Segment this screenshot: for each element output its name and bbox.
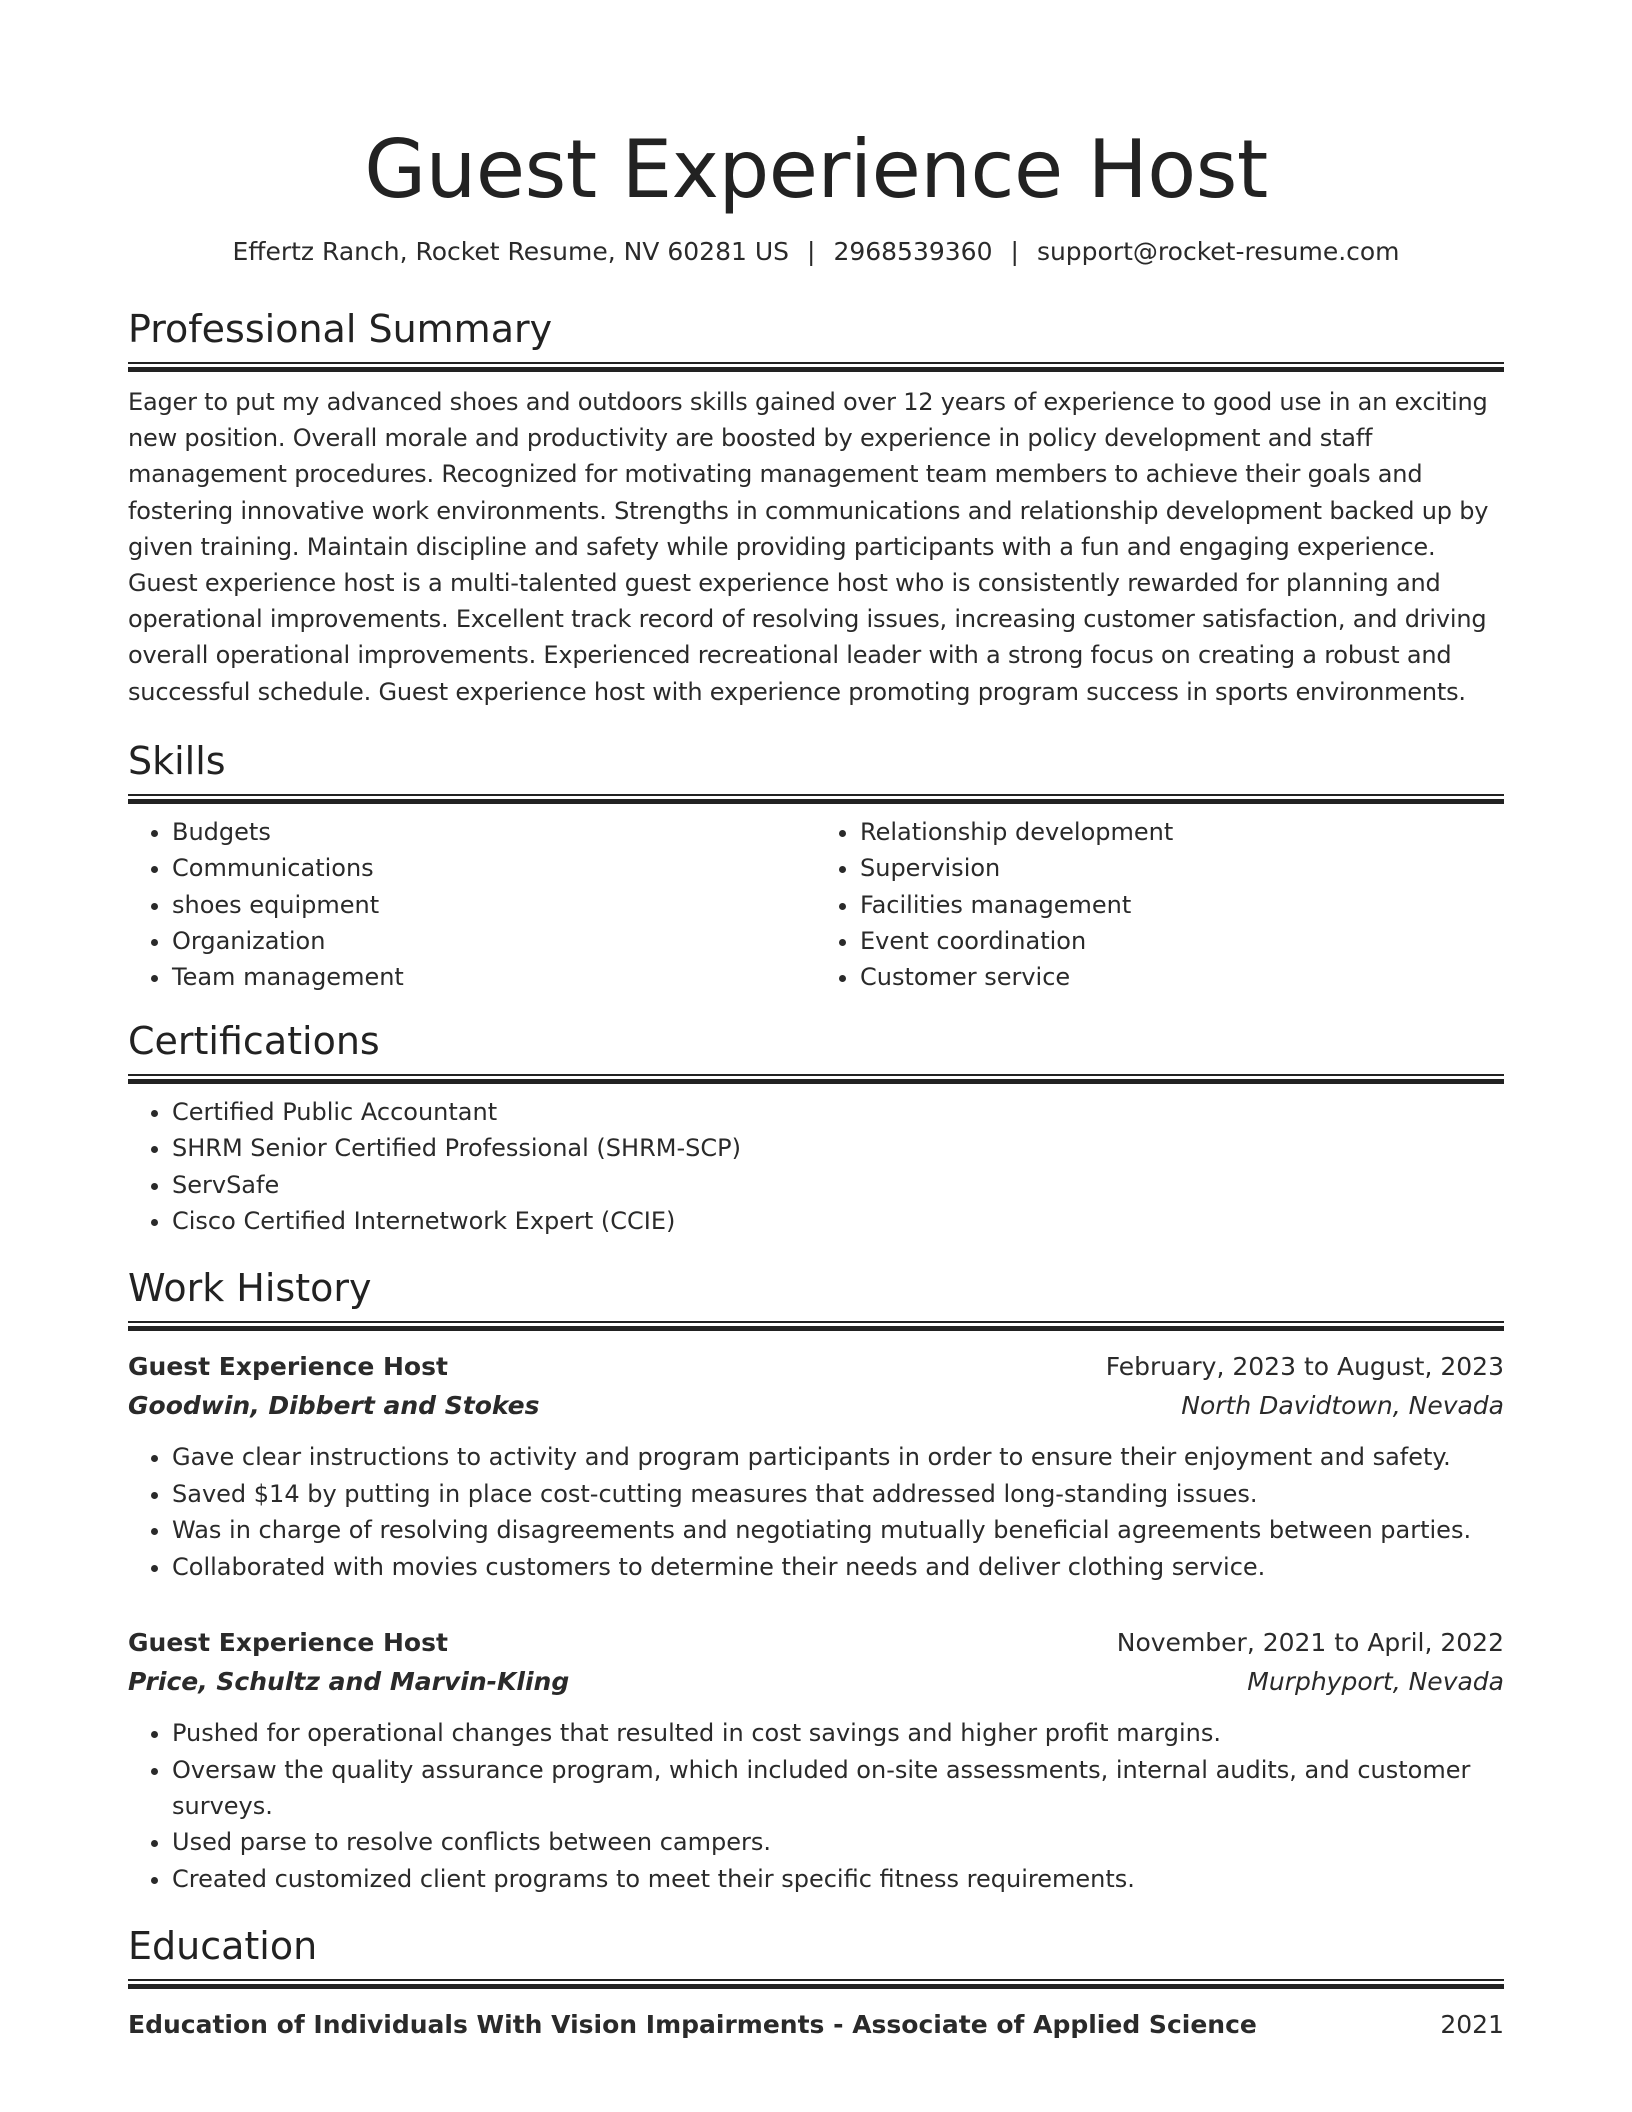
job-entry xyxy=(128,1347,1504,1585)
job-bullet: • Oversaw the quality assurance program, which included on-site assessments, internal audits, and customer surveys. xyxy=(172,1752,1504,1825)
section-title-skills: Skills xyxy=(128,738,226,783)
job-location: Murphyport, Nevada xyxy=(1247,1667,1504,1697)
section-divider xyxy=(128,1979,1504,1989)
job-company-row xyxy=(128,1387,1504,1425)
skill-item: • Relationship development xyxy=(860,814,1504,850)
section-title-education: Education xyxy=(128,1924,318,1969)
summary-section xyxy=(128,306,1504,710)
job-bullets xyxy=(128,1715,1504,1897)
certifications-list xyxy=(128,1094,1504,1240)
section-divider xyxy=(128,362,1504,372)
job-header-row xyxy=(128,1347,1504,1387)
skill-item: • Facilities management xyxy=(860,887,1504,923)
skills-section xyxy=(128,738,1504,996)
contact-separator: | xyxy=(1010,237,1019,266)
job-bullet: • Saved $14 by putting in place cost-cutting measures that addressed long-standing issues. xyxy=(172,1476,1504,1512)
contact-email[interactable]: support@rocket-resume.com xyxy=(1036,237,1400,266)
section-divider xyxy=(128,1074,1504,1084)
skill-item: • Communications xyxy=(172,850,816,886)
job-company-row xyxy=(128,1663,1504,1701)
certification-item: • Cisco Certified Internetwork Expert (CCIE) xyxy=(172,1203,1504,1239)
skills-grid xyxy=(128,814,1504,996)
work-history-section xyxy=(128,1265,1504,1897)
job-bullet: • Gave clear instructions to activity and program participants in order to ensure their enjoyment and safety. xyxy=(172,1439,1504,1475)
skill-item: • Organization xyxy=(172,923,816,959)
job-company: Goodwin, Dibbert and Stokes xyxy=(128,1391,540,1421)
skills-list-right xyxy=(816,814,1504,996)
contact-address: Effertz Ranch, Rocket Resume, NV 60281 US xyxy=(232,237,789,266)
skill-item: • Customer service xyxy=(860,959,1504,995)
job-bullets xyxy=(128,1439,1504,1585)
education-year: 2021 xyxy=(1440,2010,1504,2040)
certification-item: • Certified Public Accountant xyxy=(172,1094,1504,1130)
contact-separator: | xyxy=(807,237,816,266)
education-section xyxy=(128,1923,1504,2045)
certification-item: • SHRM Senior Certified Professional (SHRM-SCP) xyxy=(172,1130,1504,1166)
job-dates: February, 2023 to August, 2023 xyxy=(1105,1352,1504,1382)
skills-list-left xyxy=(128,814,816,996)
resume-page xyxy=(128,120,1504,2045)
section-title-certifications: Certifications xyxy=(128,1018,380,1063)
contact-phone: 2968539360 xyxy=(833,237,993,266)
job-header-row xyxy=(128,1623,1504,1663)
job-entry xyxy=(128,1623,1504,1897)
certifications-section xyxy=(128,1018,1504,1240)
skill-item: • Team management xyxy=(172,959,816,995)
contact-line xyxy=(128,234,1504,270)
skill-item: • Event coordination xyxy=(860,923,1504,959)
skill-item: • Budgets xyxy=(172,814,816,850)
job-bullet: • Was in charge of resolving disagreements and negotiating mutually beneficial agreements between parties. xyxy=(172,1512,1504,1548)
job-bullet: • Pushed for operational changes that resulted in cost savings and higher profit margins. xyxy=(172,1715,1504,1751)
education-degree: Education of Individuals With Vision Impairments - Associate of Applied Science xyxy=(128,2010,1257,2040)
certification-item: • ServSafe xyxy=(172,1167,1504,1203)
candidate-name: Guest Experience Host xyxy=(364,123,1268,216)
skill-item: • shoes equipment xyxy=(172,887,816,923)
job-bullet: • Used parse to resolve conflicts between campers. xyxy=(172,1824,1504,1860)
section-divider xyxy=(128,1321,1504,1331)
summary-text: Eager to put my advanced shoes and outdoors skills gained over 12 years of experience to good use in an exciting new position. Overall morale and productivity are boosted by experience in policy development and staff management procedures. Recognized for motivating management team members to achieve their goals and fostering innovative work environments. Strengths in communications and relationship development backed up by given training. Maintain discipline and safety while providing participants with a fun and engaging experience. Guest experience host is a multi-talented guest experience host who is consistently rewarded for planning and operational improvements. Excellent track record of resolving issues, increasing customer satisfaction, and driving overall operational improvements. Experienced recreational leader with a strong focus on creating a robust and successful schedule. Guest experience host with experience promoting program success in sports environments. xyxy=(128,388,1489,706)
section-title-summary: Professional Summary xyxy=(128,307,553,351)
section-divider xyxy=(128,794,1504,804)
job-bullet: • Collaborated with movies customers to determine their needs and deliver clothing service. xyxy=(172,1549,1504,1585)
resume-header xyxy=(128,120,1504,270)
job-dates: November, 2021 to April, 2022 xyxy=(1116,1628,1504,1658)
job-title: Guest Experience Host xyxy=(128,1352,448,1382)
job-company: Price, Schultz and Marvin-Kling xyxy=(128,1667,570,1697)
job-location: North Davidtown, Nevada xyxy=(1181,1391,1504,1421)
job-bullet: • Created customized client programs to meet their specific fitness requirements. xyxy=(172,1861,1504,1897)
education-entry xyxy=(128,2005,1504,2045)
job-title: Guest Experience Host xyxy=(128,1628,448,1658)
section-title-work-history: Work History xyxy=(128,1266,372,1311)
skill-item: • Supervision xyxy=(860,850,1504,886)
